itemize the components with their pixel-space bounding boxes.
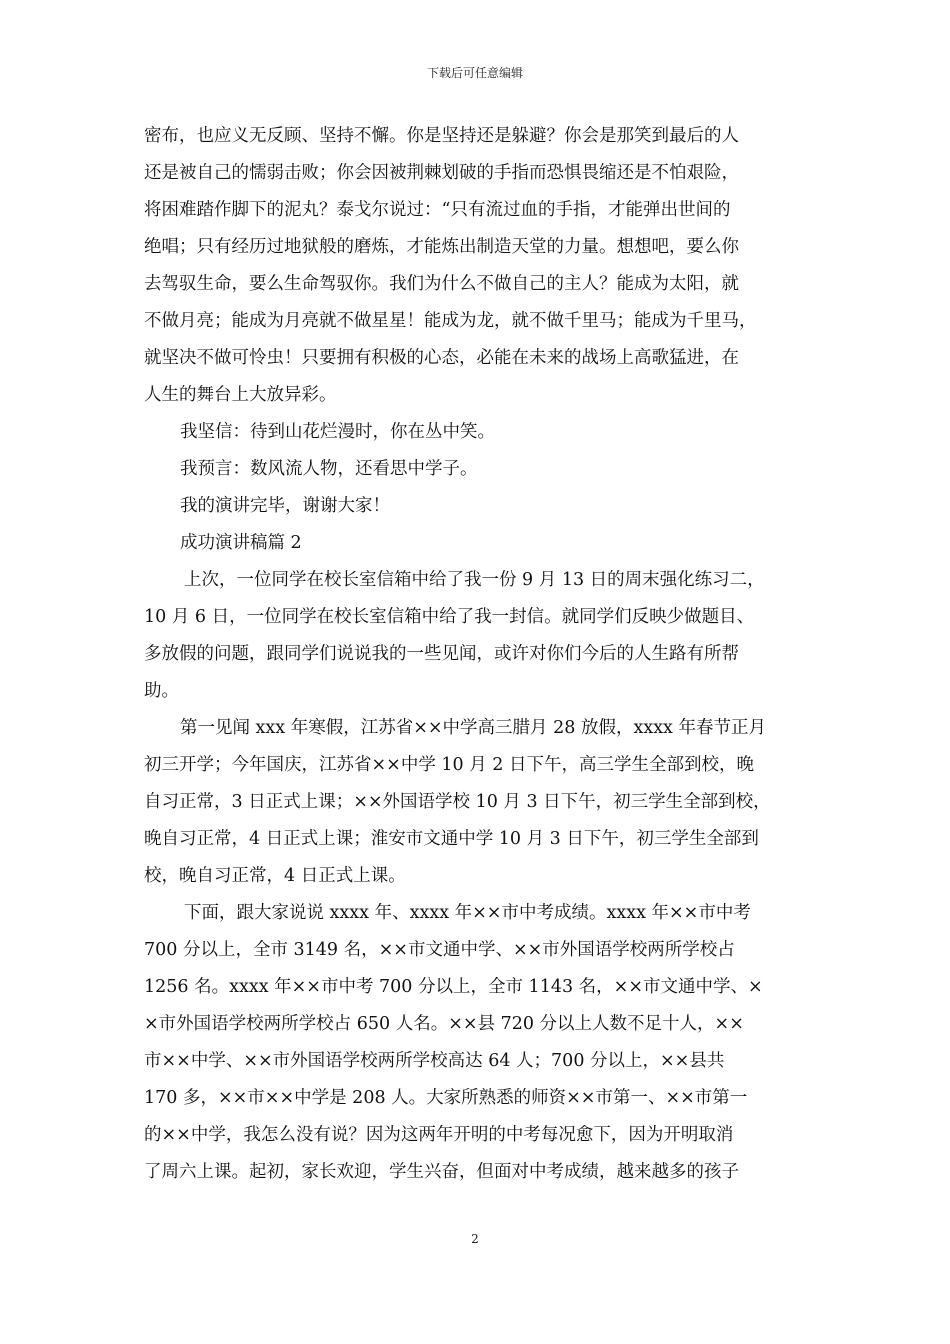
body-line: 了周六上课。起初，家长欢迎，学生兴奋，但面对中考成绩，越来越多的孩子 bbox=[144, 1162, 739, 1182]
body-line: 700 分以上，全市 3149 名，××市文通中学、××市外国语学校两所学校占 bbox=[144, 940, 735, 960]
body-line: 10 月 6 日，一位同学在校长室信箱中给了我一封信。就同学们反映少做题目、 bbox=[144, 607, 755, 627]
body-line: 还是被自己的懦弱击败；你会因被荆棘划破的手指而恐惧畏缩还是不怕艰险， bbox=[144, 163, 739, 183]
body-line: 不做月亮；能成为月亮就不做星星！能成为龙，就不做千里马；能成为千里马， bbox=[144, 311, 757, 331]
body-line: 第一见闻 xxx 年寒假，江苏省××中学高三腊月 28 放假，xxxx 年春节正月 bbox=[180, 718, 766, 738]
body-line: 初三开学；今年国庆，江苏省××中学 10 月 2 日下午，高三学生全部到校，晚 bbox=[144, 755, 754, 775]
body-line: 密布，也应义无反顾、坚持不懈。你是坚持还是躲避？你会是那笑到最后的人 bbox=[144, 126, 739, 146]
body-line: 170 多，××市××中学是 208 人。大家所熟悉的师资××市第一、××市第一 bbox=[144, 1088, 748, 1108]
body-line: 绝唱；只有经历过地狱般的磨炼，才能炼出制造天堂的力量。想想吧，要么你 bbox=[144, 237, 739, 257]
page-header: 下载后可任意编辑 bbox=[426, 66, 523, 80]
body-line: 上次，一位同学在校长室信箱中给了我一份 9 月 13 日的周末强化练习二， bbox=[184, 570, 765, 590]
document-body bbox=[144, 118, 812, 1191]
body-line: 将困难踏作脚下的泥丸？泰戈尔说过：“只有流过血的手指，才能弹出世间的 bbox=[144, 200, 731, 220]
body-line: 市××中学、××市外国语学校两所学校高达 64 人；700 分以上，××县共 bbox=[144, 1051, 725, 1071]
body-line: ×市外国语学校两所学校占 650 人名。××县 720 分以上人数不足十人，×× bbox=[144, 1014, 744, 1034]
body-line: 我预言：数风流人物，还看思中学子。 bbox=[180, 459, 478, 479]
body-line: 多放假的问题，跟同学们说说我的一些见闻，或许对你们今后的人生路有所帮 bbox=[144, 644, 739, 664]
body-line: 我坚信：待到山花烂漫时，你在丛中笑。 bbox=[180, 422, 495, 442]
body-line: 下面，跟大家说说 xxxx 年、xxxx 年××市中考成绩。xxxx 年××市中考 bbox=[184, 903, 751, 923]
body-line: 我的演讲完毕，谢谢大家！ bbox=[180, 496, 390, 516]
body-line: 校，晚自习正常，4 日正式上课。 bbox=[144, 866, 406, 886]
body-line: 晚自习正常，4 日正式上课；淮安市文通中学 10 月 3 日下午，初三学生全部到 bbox=[144, 829, 759, 849]
section-heading: 成功演讲稿篇 2 bbox=[180, 533, 302, 553]
body-line: 助。 bbox=[144, 681, 179, 701]
body-line: 人生的舞台上大放异彩。 bbox=[144, 385, 337, 405]
body-line: 就坚决不做可怜虫！只要拥有积极的心态，必能在未来的战场上高歌猛进，在 bbox=[144, 348, 739, 368]
body-line: 去驾驭生命，要么生命驾驭你。我们为什么不做自己的主人？能成为太阳，就 bbox=[144, 274, 739, 294]
page-number: 2 bbox=[471, 1232, 479, 1246]
body-line: 的××中学，我怎么没有说？因为这两年开明的中考每况愈下，因为开明取消 bbox=[144, 1125, 734, 1145]
body-line: 1256 名。xxxx 年××市中考 700 分以上，全市 1143 名，××市文通中学、× bbox=[144, 977, 763, 997]
body-line: 自习正常，3 日正式上课；××外国语学校 10 月 3 日下午，初三学生全部到校， bbox=[144, 792, 771, 812]
